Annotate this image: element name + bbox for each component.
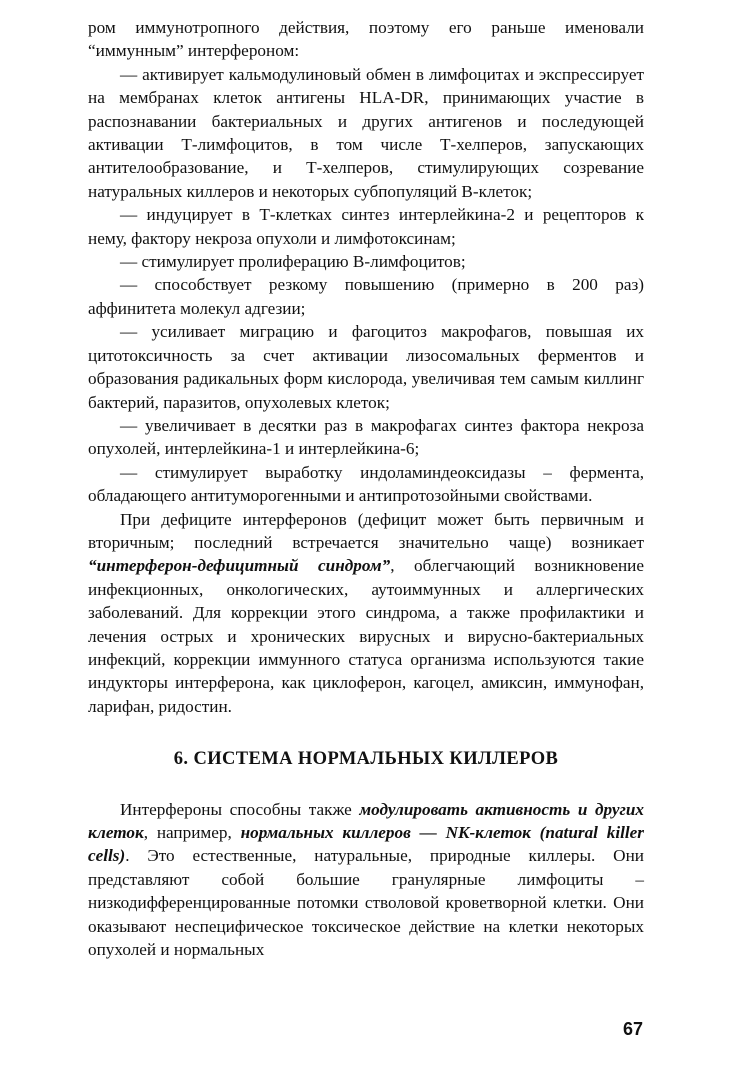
effect-item: — активирует кальмодулиновый обмен в лимфоцитах и экспрессирует на мембранах клеток антигены HLA-DR, принимающих участие в распознавании бактериальных и других антигенов и последующей активации Т-лимфоцитов, в том числе Т-хелперов, запускающих антителообразование, и Т-хелперов, стимулирующих созревание натуральных киллеров и некоторых субпопуляций В-клеток; [88, 64, 644, 201]
effect-item: — способствует резкому повышению (примерно в 200 раз) аффинитета молекул адгезии; [88, 275, 644, 318]
nk-paragraph [88, 798, 644, 962]
page-body [88, 16, 644, 961]
effect-item: — усиливает миграцию и фагоцитоз макрофагов, повышая их цитотоксичность за счет активации лизосомальных ферментов и образования радикальных форм кислорода, увеличивая тем самым киллинг бактерий, паразитов, опухолевых клеток; [88, 322, 644, 412]
deficit-paragraph [88, 508, 644, 719]
effect-item: — увеличивает в десятки раз в макрофагах синтез фактора некроза опухолей, интерлейкина-1 и интерлейкина-6; [88, 415, 644, 459]
effect-item: — стимулирует выработку индоламиндеоксидазы – фермента, обладающего антитуморогенными и антипротозойными свойствами. [88, 462, 644, 506]
nk-text-part2: , например, [143, 823, 241, 842]
nk-text-part1: Интерфероны способны также [120, 799, 360, 819]
nk-emphasis-killers: нормальных киллеров — NK-клеток (natural killer cells) [88, 823, 644, 866]
nk-text-part3: . Это естественные, натуральные, природные киллеры. Они представляют собой большие гранулярные лимфоциты – низкодифференцированные потомки стволовой кроветворной клетки. Они оказывают неспецифическое токсическое действие на клетки некоторых опухолей и нормальных [88, 846, 644, 960]
section-heading: 6. СИСТЕМА НОРМАЛЬНЫХ КИЛЛЕРОВ [173, 749, 559, 770]
effect-item: — стимулирует пролиферацию В-лимфоцитов; [120, 252, 466, 272]
deficit-text-after: , облегчающий возникновение инфекционных, онкологических, аутоиммунных и аллергических заболеваний. Для коррекции этого синдрома, а также профилактики и лечения острых и хронических вирусных и вирусно-бактериальных инфекций, коррекции иммунного статуса организма используются такие индукторы интерферона, как циклоферон, кагоцел, амиксин, иммунофан, ларифан, ридостин. [88, 556, 644, 716]
deficit-text-before: При дефиците интерферонов (дефицит может быть первичным и вторичным; последний встречается значительно чаще) возникает [88, 509, 644, 552]
intro-paragraph: ром иммунотропного действия, поэтому его раньше именовали “иммунным” интерфероном: [88, 18, 644, 61]
page-number: 67 [622, 1019, 643, 1039]
deficit-syndrome-term: “интерферон-дефицитный синдром” [88, 556, 391, 576]
nk-emphasis-modulate: модулировать активность и других клеток [88, 799, 644, 842]
effect-item: — индуцирует в Т-клетках синтез интерлейкина-2 и рецепторов к нему, фактору некроза опухоли и лимфотоксинам; [88, 205, 644, 248]
